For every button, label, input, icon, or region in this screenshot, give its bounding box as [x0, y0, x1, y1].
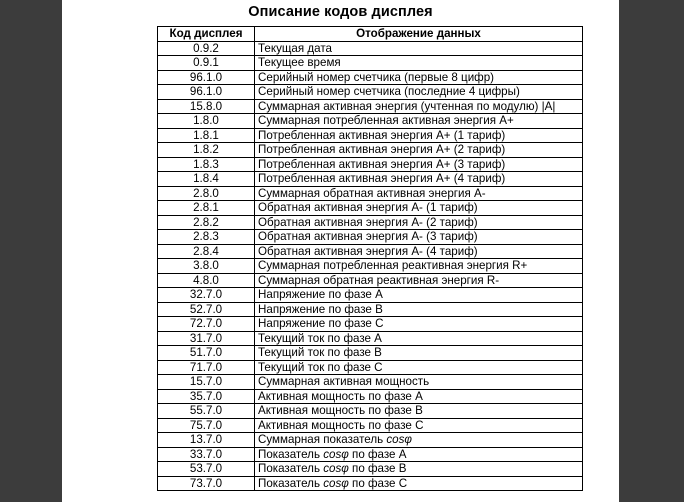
display-code-cell: 3.8.0	[158, 259, 255, 274]
description-cell: Обратная активная энергия А- (3 тариф)	[255, 230, 583, 245]
table-row	[158, 288, 583, 303]
page-title: Описание кодов дисплея	[248, 4, 433, 20]
cos-phi-symbol: cosφ	[323, 462, 349, 475]
description-cell: Обратная активная энергия А- (4 тариф)	[255, 244, 583, 259]
cos-phi-symbol: cosφ	[323, 447, 349, 461]
table-row	[158, 85, 583, 100]
document-page	[62, 0, 619, 502]
description-cell: Суммарная потребленная реактивная энергия R+	[255, 259, 583, 274]
description-cell: Текущее время	[255, 56, 583, 71]
display-code-cell: 32.7.0	[158, 288, 255, 303]
display-code-cell: 1.8.2	[158, 143, 255, 158]
table-header-row	[158, 27, 583, 42]
table-row	[158, 360, 583, 375]
description-cell: Обратная активная энергия А- (2 тариф)	[255, 215, 583, 230]
table-row	[158, 41, 583, 56]
header-code: Код дисплея	[158, 27, 255, 42]
description-cell	[255, 433, 583, 448]
table-row	[158, 418, 583, 433]
table-row	[158, 375, 583, 390]
table-row	[158, 172, 583, 187]
display-code-cell: 72.7.0	[158, 317, 255, 332]
description-text: по фазе В	[348, 462, 407, 475]
display-code-cell: 15.8.0	[158, 99, 255, 114]
table-row	[158, 259, 583, 274]
table-row	[158, 389, 583, 404]
description-text: Показатель	[258, 447, 324, 461]
description-cell: Напряжение по фазе В	[255, 302, 583, 317]
display-code-cell: 2.8.3	[158, 230, 255, 245]
table-row	[158, 273, 583, 288]
description-cell: Активная мощность по фазе В	[255, 404, 583, 419]
description-text: по фазе С	[348, 476, 408, 490]
display-code-cell: 2.8.1	[158, 201, 255, 216]
description-cell: Потребленная активная энергия А+ (4 тариф)	[255, 172, 583, 187]
table-row	[158, 128, 583, 143]
table-row	[158, 157, 583, 172]
table-row	[158, 56, 583, 71]
description-text: Показатель	[258, 462, 324, 475]
description-cell: Серийный номер счетчика (первые 8 цифр)	[255, 70, 583, 85]
display-codes-table	[157, 26, 583, 491]
display-code-cell: 53.7.0	[158, 462, 255, 477]
description-cell: Текущий ток по фазе В	[255, 346, 583, 361]
table-row	[158, 186, 583, 201]
table-row	[158, 404, 583, 419]
description-cell: Текущая дата	[255, 41, 583, 56]
display-code-cell: 2.8.0	[158, 186, 255, 201]
description-cell: Суммарная активная мощность	[255, 375, 583, 390]
table-row	[158, 244, 583, 259]
display-code-cell: 0.9.1	[158, 56, 255, 71]
table-row	[158, 462, 583, 477]
description-cell: Суммарная потребленная активная энергия А+	[255, 114, 583, 129]
display-code-cell: 0.9.2	[158, 41, 255, 56]
cos-phi-symbol: cosφ	[386, 433, 412, 446]
description-cell: Серийный номер счетчика (последние 4 цифры)	[255, 85, 583, 100]
table-row	[158, 114, 583, 129]
table-row	[158, 317, 583, 332]
display-code-cell: 33.7.0	[158, 447, 255, 462]
table-row	[158, 143, 583, 158]
description-cell: Суммарная активная энергия (учтенная по модулю) |A|	[255, 99, 583, 114]
description-cell	[255, 476, 583, 491]
table-row	[158, 230, 583, 245]
display-code-cell: 2.8.2	[158, 215, 255, 230]
table-row	[158, 215, 583, 230]
cos-phi-symbol: cosφ	[323, 476, 349, 490]
description-text: Суммарная показатель	[258, 433, 387, 446]
description-cell: Суммарная обратная реактивная энергия R-	[255, 273, 583, 288]
description-cell: Потребленная активная энергия А+ (1 тариф)	[255, 128, 583, 143]
description-text: по фазе А	[348, 447, 407, 461]
header-description: Отображение данных	[255, 27, 583, 42]
table-row	[158, 331, 583, 346]
display-code-cell: 55.7.0	[158, 404, 255, 419]
display-code-cell: 51.7.0	[158, 346, 255, 361]
description-cell: Напряжение по фазе С	[255, 317, 583, 332]
display-code-cell: 71.7.0	[158, 360, 255, 375]
table-row	[158, 99, 583, 114]
description-cell: Текущий ток по фазе С	[255, 360, 583, 375]
table-row	[158, 346, 583, 361]
table-row	[158, 70, 583, 85]
table-row	[158, 476, 583, 491]
description-cell: Потребленная активная энергия А+ (3 тариф)	[255, 157, 583, 172]
description-text: Показатель	[258, 476, 324, 490]
table-row	[158, 201, 583, 216]
display-code-cell: 4.8.0	[158, 273, 255, 288]
description-cell: Текущий ток по фазе А	[255, 331, 583, 346]
display-code-cell: 31.7.0	[158, 331, 255, 346]
display-code-cell: 1.8.0	[158, 114, 255, 129]
description-cell	[255, 462, 583, 477]
display-code-cell: 1.8.4	[158, 172, 255, 187]
display-code-cell: 15.7.0	[158, 375, 255, 390]
description-cell: Активная мощность по фазе А	[255, 389, 583, 404]
description-cell: Активная мощность по фазе С	[255, 418, 583, 433]
description-cell: Суммарная обратная активная энергия А-	[255, 186, 583, 201]
display-code-cell: 96.1.0	[158, 70, 255, 85]
table-row	[158, 302, 583, 317]
display-code-cell: 96.1.0	[158, 85, 255, 100]
display-code-cell: 13.7.0	[158, 433, 255, 448]
display-code-cell: 73.7.0	[158, 476, 255, 491]
display-code-cell: 35.7.0	[158, 389, 255, 404]
display-code-cell: 1.8.3	[158, 157, 255, 172]
display-code-cell: 1.8.1	[158, 128, 255, 143]
display-code-cell: 52.7.0	[158, 302, 255, 317]
description-cell: Напряжение по фазе А	[255, 288, 583, 303]
display-code-cell: 2.8.4	[158, 244, 255, 259]
description-cell: Обратная активная энергия А- (1 тариф)	[255, 201, 583, 216]
table-row	[158, 447, 583, 462]
description-cell: Потребленная активная энергия А+ (2 тариф)	[255, 143, 583, 158]
description-cell	[255, 447, 583, 462]
display-code-cell: 75.7.0	[158, 418, 255, 433]
table-row	[158, 433, 583, 448]
